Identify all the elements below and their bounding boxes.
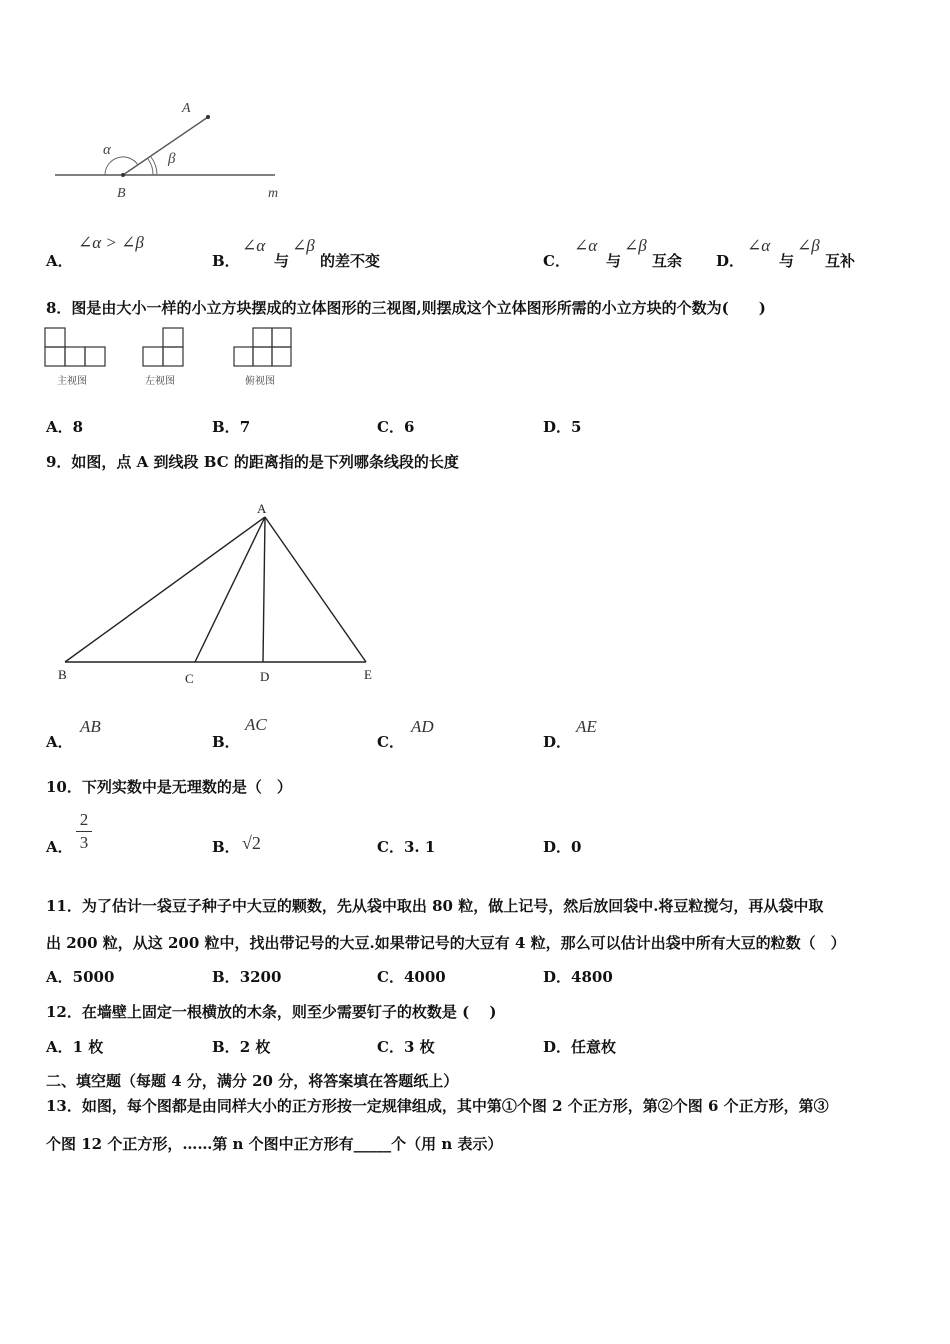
option-letter: B． xyxy=(212,733,240,751)
option-text: 任意枚 xyxy=(571,1038,617,1056)
front-view xyxy=(45,328,105,366)
q8-option-b[interactable] xyxy=(212,416,250,437)
option-letter: B． xyxy=(212,252,240,270)
label-C: C xyxy=(185,671,194,686)
q9-option-a[interactable] xyxy=(46,731,73,752)
q13-stem-line1: 13．如图，每个图都是由同样大小的正方形按一定规律组成，其中第①个图 2 个正方形，第②个图 6 个正方形，第③ xyxy=(46,1097,829,1115)
fraction-denominator: 3 xyxy=(79,833,89,852)
label-alpha: α xyxy=(103,142,111,158)
q12-option-c[interactable] xyxy=(377,1036,435,1057)
q8-option-c[interactable] xyxy=(377,416,414,437)
q7-option-c[interactable] xyxy=(543,250,570,271)
label-A: A xyxy=(257,501,267,516)
option-letter: A． xyxy=(46,968,73,986)
top-view xyxy=(234,328,291,366)
q7-option-c-math1: ∠α xyxy=(574,236,598,255)
option-letter: A． xyxy=(46,838,73,856)
option-text: 2 枚 xyxy=(239,1038,271,1056)
q12-option-b[interactable] xyxy=(212,1036,270,1057)
option-letter: A． xyxy=(46,252,73,270)
q9-triangle-figure xyxy=(50,495,390,690)
label-beta: β xyxy=(168,151,176,167)
option-letter: D． xyxy=(543,418,572,436)
q9-stem: 9．如图，点 A 到线段 BC 的距离指的是下列哪条线段的长度 xyxy=(46,453,459,471)
view-label-left: 左视图 xyxy=(145,376,175,387)
q8-three-views xyxy=(40,325,310,390)
q7-option-c-text: 互余 xyxy=(652,252,683,270)
option-letter: C． xyxy=(377,968,404,986)
label-B: B xyxy=(58,667,67,682)
q7-option-b-text: 的差不变 xyxy=(320,252,381,270)
q7-option-a-math: ∠α > ∠β xyxy=(78,233,144,252)
point-A xyxy=(206,115,210,119)
option-letter: B． xyxy=(212,838,240,856)
q7-option-d-mid: 与 xyxy=(779,252,795,270)
option-letter: C． xyxy=(377,733,404,751)
option-letter: C． xyxy=(377,418,404,436)
q9-option-d[interactable] xyxy=(543,731,571,752)
fraction-numerator: 2 xyxy=(79,810,89,829)
option-letter: C． xyxy=(377,1038,404,1056)
option-letter: D． xyxy=(543,733,572,751)
q11-option-a[interactable] xyxy=(46,966,114,987)
q13-stem-line2: 个图 12 个正方形，……第 n 个图中正方形有_____个（用 n 表示） xyxy=(46,1135,503,1153)
option-text: 0 xyxy=(571,838,582,856)
q11-option-b[interactable] xyxy=(212,966,281,987)
option-letter: D． xyxy=(543,968,572,986)
segment-AB xyxy=(65,517,265,662)
q7-option-d-math2: ∠β xyxy=(797,236,820,255)
option-letter: B． xyxy=(212,968,240,986)
angle-beta-arc xyxy=(148,159,153,175)
q9-option-c-math: AD xyxy=(411,717,434,736)
section-2-title: 二、填空题（每题 4 分，满分 20 分，将答案填在答题纸上） xyxy=(46,1072,459,1090)
q11-stem-line1: 11．为了估计一袋豆子种子中大豆的颗数，先从袋中取出 80 粒，做上记号，然后放回袋中.将豆粒搅匀，再从袋中取 xyxy=(46,897,824,915)
option-text: 4000 xyxy=(403,968,446,986)
option-text: 1 枚 xyxy=(72,1038,104,1056)
view-label-top: 俯视图 xyxy=(245,376,275,387)
label-A: A xyxy=(182,101,191,116)
label-D: D xyxy=(260,669,270,684)
q11-option-c[interactable] xyxy=(377,966,446,987)
option-text: 4800 xyxy=(571,968,613,986)
q10-option-d[interactable] xyxy=(543,836,581,857)
option-text: 7 xyxy=(239,418,251,436)
q7-option-b-math2: ∠β xyxy=(292,236,315,255)
q10-option-b-math: √2 xyxy=(242,833,261,853)
option-text: 3. 1 xyxy=(403,838,436,856)
option-letter: C． xyxy=(377,838,404,856)
angle-alpha-arc xyxy=(105,157,138,175)
option-letter: D． xyxy=(543,1038,572,1056)
q10-option-a-fraction xyxy=(76,810,92,853)
label-B: B xyxy=(117,186,126,201)
q7-option-d-math1: ∠α xyxy=(747,236,771,255)
q7-option-d-text: 互补 xyxy=(825,252,856,270)
q7-option-b[interactable] xyxy=(212,250,240,271)
q12-option-d[interactable] xyxy=(543,1036,616,1057)
q7-option-d[interactable] xyxy=(716,250,744,271)
q7-option-c-math2: ∠β xyxy=(624,236,647,255)
q8-option-a[interactable] xyxy=(46,416,83,437)
option-letter: A． xyxy=(46,1038,73,1056)
q7-option-b-mid: 与 xyxy=(274,252,290,270)
q11-option-d[interactable] xyxy=(543,966,613,987)
q9-option-b[interactable] xyxy=(212,731,240,752)
ray-BA xyxy=(123,117,208,175)
label-m: m xyxy=(268,186,279,201)
q10-option-a[interactable] xyxy=(46,836,73,857)
option-letter: D． xyxy=(716,252,745,270)
q12-option-a[interactable] xyxy=(46,1036,103,1057)
segment-AE xyxy=(265,517,366,662)
q9-option-c[interactable] xyxy=(377,731,404,752)
option-letter: B． xyxy=(212,1038,240,1056)
option-letter: B． xyxy=(212,418,240,436)
option-text: 6 xyxy=(403,418,415,436)
q9-option-d-math: AE xyxy=(576,717,597,736)
q10-option-b[interactable] xyxy=(212,836,240,857)
q7-option-a[interactable] xyxy=(46,250,73,271)
q8-stem: 8．图是由大小一样的小立方块摆成的立体图形的三视图,则摆成这个立体图形所需的小立方块的个数为( ) xyxy=(46,299,766,317)
option-letter: D． xyxy=(543,838,572,856)
q9-option-b-math: AC xyxy=(245,715,267,734)
q10-stem: 10．下列实数中是无理数的是（ ） xyxy=(46,778,292,796)
q11-stem-line2: 出 200 粒，从这 200 粒中，找出带记号的大豆.如果带记号的大豆有 4 粒，那么可以估计出袋中所有大豆的粒数（ ） xyxy=(46,934,846,952)
q7-angle-figure xyxy=(50,95,310,210)
option-text: 8 xyxy=(72,418,84,436)
view-label-front: 主视图 xyxy=(57,376,87,387)
q10-option-c[interactable] xyxy=(377,836,435,857)
left-view xyxy=(143,328,183,366)
q7-option-b-math1: ∠α xyxy=(242,236,266,255)
option-text: 5 xyxy=(571,418,582,436)
q9-option-a-math: AB xyxy=(80,717,101,736)
option-text: 5000 xyxy=(72,968,115,986)
q12-stem: 12．在墙壁上固定一根横放的木条，则至少需要钉子的枚数是 ( ) xyxy=(46,1003,497,1021)
option-text: 3 枚 xyxy=(403,1038,435,1056)
point-B xyxy=(121,173,125,177)
q7-option-c-mid: 与 xyxy=(606,252,622,270)
segment-AC xyxy=(195,517,265,662)
q8-option-d[interactable] xyxy=(543,416,581,437)
option-letter: C． xyxy=(543,252,570,270)
label-E: E xyxy=(364,667,372,682)
option-letter: A． xyxy=(46,418,73,436)
option-text: 3200 xyxy=(239,968,282,986)
option-letter: A． xyxy=(46,733,73,751)
fraction-bar xyxy=(76,831,92,832)
segment-AD xyxy=(263,517,265,662)
